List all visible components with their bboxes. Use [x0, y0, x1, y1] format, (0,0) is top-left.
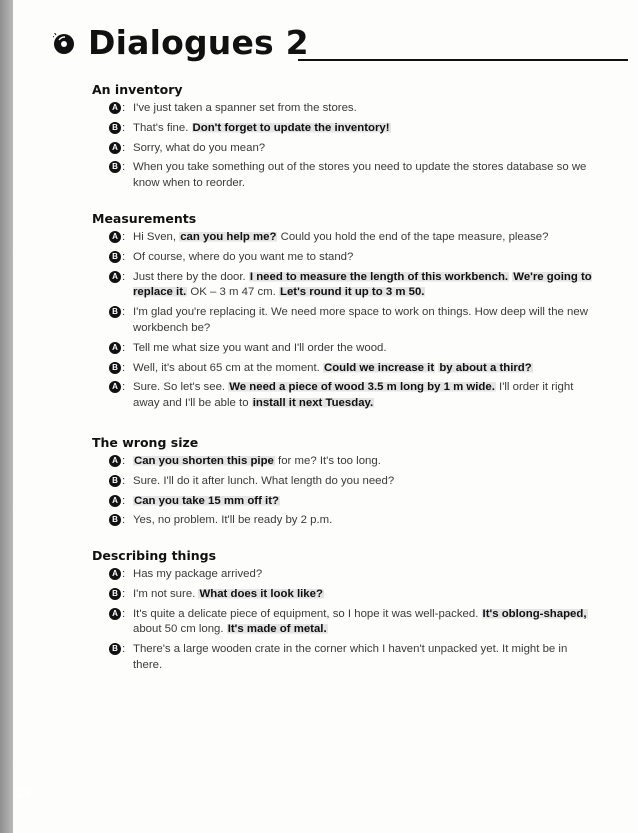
- dialogue-text: Tell me what size you want and I'll order the wood.: [133, 341, 387, 354]
- speaker-colon: :: [122, 161, 126, 174]
- dialogue-text: Sure. So let's see.: [133, 381, 229, 394]
- section-measurements: [92, 211, 592, 416]
- speaker-colon: :: [122, 494, 126, 507]
- dialogue-text: for me? It's too long.: [274, 455, 381, 467]
- dialogue-line: [107, 270, 592, 302]
- key-phrase: It's made of metal.: [227, 623, 327, 636]
- key-phrase: Don't forget to update the inventory!: [192, 121, 390, 134]
- page-number: 26: [17, 786, 31, 800]
- page-title: Dialogues 2: [88, 23, 309, 62]
- speaker-colon: :: [122, 568, 126, 580]
- dialogue-text: That's fine.: [133, 121, 192, 134]
- dialogue-text: Yes, no problem. It'll be ready by 2 p.m.: [133, 514, 333, 527]
- speaker-b-badge: B: [109, 251, 121, 263]
- dialogue-line: [107, 454, 592, 470]
- section-describing-things: [92, 548, 592, 678]
- dialogue-lines: [92, 230, 592, 416]
- speaker-colon: :: [122, 514, 126, 527]
- speaker-colon: :: [122, 306, 126, 319]
- page-side-strip: [0, 0, 13, 833]
- dialogue-text: There's a large wooden crate in the corner which I haven't unpacked yet. It might be in there.: [133, 643, 568, 671]
- dialogue-lines: [92, 454, 592, 533]
- dialogue-lines: [92, 101, 592, 196]
- dialogue-line: [107, 341, 592, 357]
- speaker-b-badge: B: [109, 306, 121, 318]
- key-phrase: What does it look like?: [199, 587, 323, 600]
- section-heading: Describing things: [92, 548, 217, 563]
- dialogue-text: I've just taken a spanner set from the stores.: [133, 102, 357, 114]
- dialogue-line: [107, 250, 592, 266]
- speaker-colon: :: [122, 381, 126, 394]
- dialogue-lines: [92, 567, 592, 678]
- dialogue-line: [107, 361, 592, 377]
- section-heading: An inventory: [92, 82, 183, 97]
- dialogue-line: [107, 474, 592, 490]
- dialogue-line: [107, 494, 592, 510]
- speaker-b-badge: B: [109, 514, 121, 526]
- key-phrase: Can you take 15 mm off it?: [134, 494, 279, 507]
- speaker-a-badge: A: [109, 568, 121, 580]
- speaker-b-badge: B: [109, 362, 121, 374]
- key-phrase: install it next Tuesday.: [252, 397, 374, 410]
- speaker-a-badge: A: [109, 495, 121, 507]
- dialogue-text: When you take something out of the stores you need to update the stores database so we know when to reorder.: [133, 161, 587, 190]
- title-block: [48, 20, 628, 64]
- dialogue-line: [107, 380, 592, 412]
- section-an-inventory: [92, 82, 592, 196]
- speaker-colon: :: [122, 231, 126, 243]
- speaker-colon: :: [122, 102, 126, 114]
- dialogue-text: I'm not sure.: [133, 587, 199, 600]
- speaker-a-badge: A: [109, 231, 121, 243]
- key-phrase: Can you shorten this pipe: [134, 455, 274, 467]
- speaker-b-badge: B: [109, 588, 121, 600]
- dialogue-line: [107, 121, 592, 137]
- dialogue-text: about 50 cm long.: [133, 623, 227, 636]
- speaker-colon: :: [122, 455, 126, 467]
- dialogue-text: OK – 3 m 47 cm.: [187, 286, 279, 299]
- section-heading: The wrong size: [92, 435, 199, 450]
- speaker-colon: :: [122, 341, 126, 354]
- speaker-colon: :: [122, 643, 126, 656]
- key-phrase: I need to measure the length of this workbench.: [249, 270, 509, 283]
- dialogue-text: Hi Sven,: [133, 231, 180, 243]
- section-the-wrong-size: [92, 435, 592, 533]
- speaker-colon: :: [122, 270, 126, 283]
- dialogue-line: [107, 567, 592, 583]
- key-phrase: can you help me?: [180, 231, 277, 243]
- dialogue-line: [107, 642, 592, 674]
- dialogue-line: [107, 160, 592, 192]
- speaker-a-badge: A: [109, 102, 121, 114]
- dialogue-text: I'm glad you're replacing it. We need more space to work on things. How deep will the new workbench be?: [133, 306, 588, 334]
- key-phrase: Could we increase it: [324, 361, 435, 374]
- speaker-a-badge: A: [109, 271, 121, 283]
- key-phrase: We're going to replace it.: [133, 270, 592, 299]
- speaker-b-badge: B: [109, 643, 121, 655]
- speaker-b-badge: B: [109, 161, 121, 173]
- dialogue-line: [107, 587, 592, 603]
- dialogue-line: [107, 305, 592, 337]
- dialogue-line: [107, 607, 592, 639]
- speaker-a-badge: A: [109, 381, 121, 393]
- speaker-colon: :: [122, 607, 126, 620]
- speaker-a-badge: A: [109, 608, 121, 620]
- dialogue-text: It's quite a delicate piece of equipment, so I hope it was well-packed.: [133, 607, 482, 620]
- speaker-a-badge: A: [109, 455, 121, 467]
- dialogue-text: Sure. I'll do it after lunch. What length do you need?: [133, 474, 395, 487]
- speaker-colon: :: [122, 121, 126, 134]
- speaker-b-badge: B: [109, 475, 121, 487]
- speaker-colon: :: [122, 474, 126, 487]
- dialogue-line: [107, 101, 592, 117]
- audio-cd-icon: [53, 33, 75, 55]
- dialogue-line: [107, 141, 592, 157]
- speaker-colon: :: [122, 361, 126, 374]
- section-heading: Measurements: [92, 211, 197, 226]
- dialogue-text: Has my package arrived?: [133, 568, 263, 580]
- dialogue-line: [107, 230, 592, 246]
- dialogue-text: Could you hold the end of the tape measure, please?: [277, 231, 549, 243]
- speaker-colon: :: [122, 250, 126, 263]
- dialogue-text: Of course, where do you want me to stand?: [133, 250, 354, 263]
- dialogue-text: Sorry, what do you mean?: [133, 141, 266, 154]
- speaker-a-badge: A: [109, 342, 121, 354]
- key-phrase: It's oblong-shaped,: [482, 607, 587, 620]
- dialogue-text: Well, it's about 65 cm at the moment.: [133, 361, 323, 374]
- dialogue-text: Just there by the door.: [133, 270, 249, 283]
- key-phrase: by about a third?: [439, 361, 532, 374]
- key-phrase: Let's round it up to 3 m 50.: [279, 286, 425, 299]
- speaker-colon: :: [122, 587, 126, 600]
- dialogue-line: [107, 513, 592, 529]
- speaker-a-badge: A: [109, 142, 121, 154]
- speaker-colon: :: [122, 141, 126, 154]
- speaker-b-badge: B: [109, 122, 121, 134]
- title-underline: [298, 59, 628, 61]
- dialogue-text: I'll order it right away and I'll be able to: [133, 381, 574, 410]
- key-phrase: We need a piece of wood 3.5 m long by 1 m wide.: [229, 381, 495, 394]
